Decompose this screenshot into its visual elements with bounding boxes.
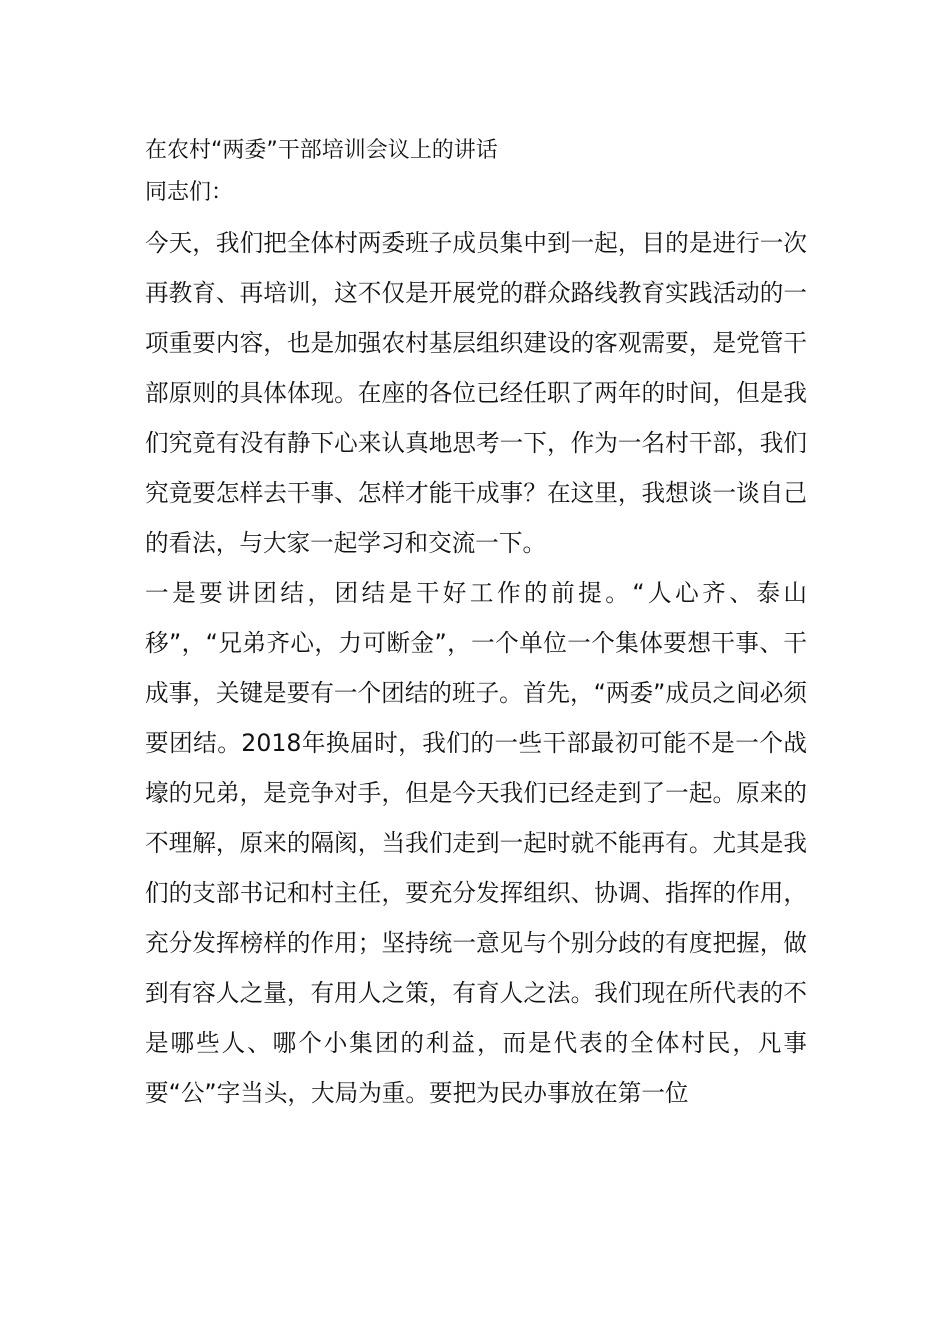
document-body (145, 130, 807, 1118)
document-title: 在农村“两委”干部培训会议上的讲话 (145, 138, 498, 163)
paragraph-unity: 一是要讲团结，团结是干好工作的前提。“人心齐、泰山移”，“兄弟齐心，力可断金”，一个单位一个集体要想干事、干成事，关键是要有一个团结的班子。首先，“两委”成员之间必须要团结。2018年换届时，我们的一些干部最初可能不是一个战壕的兄弟，是竞争对手，但是今天我们已经走到了一起。原来的不理解，原来的隔阂，当我们走到一起时就不能再有。尤其是我们的支部书记和村主任，要充分发挥组织、协调、指挥的作用，充分发挥榜样的作用；坚持统一意见与个别分歧的有度把握，做到有容人之量，有用人之策，有育人之法。我们现在所代表的不是哪些人、哪个小集团的利益，而是代表的全体村民，凡事要“公”字当头，大局为重。要把为民办事放在第一位 (145, 579, 807, 1107)
salutation: 同志们： (145, 180, 234, 205)
paragraph-intro: 今天，我们把全体村两委班子成员集中到一起，目的是进行一次再教育、再培训，这不仅是开展党的群众路线教育实践活动的一项重要内容，也是加强农村基层组织建设的客观需要，是党管干部原则的具体体现。在座的各位已经任职了两年的时间，但是我们究竟有没有静下心来认真地思考一下，作为一名村干部，我们究竟要怎样去干事、怎样才能干成事？在这里，我想谈一谈自己的看法，与大家一起学习和交流一下。 (145, 229, 807, 557)
